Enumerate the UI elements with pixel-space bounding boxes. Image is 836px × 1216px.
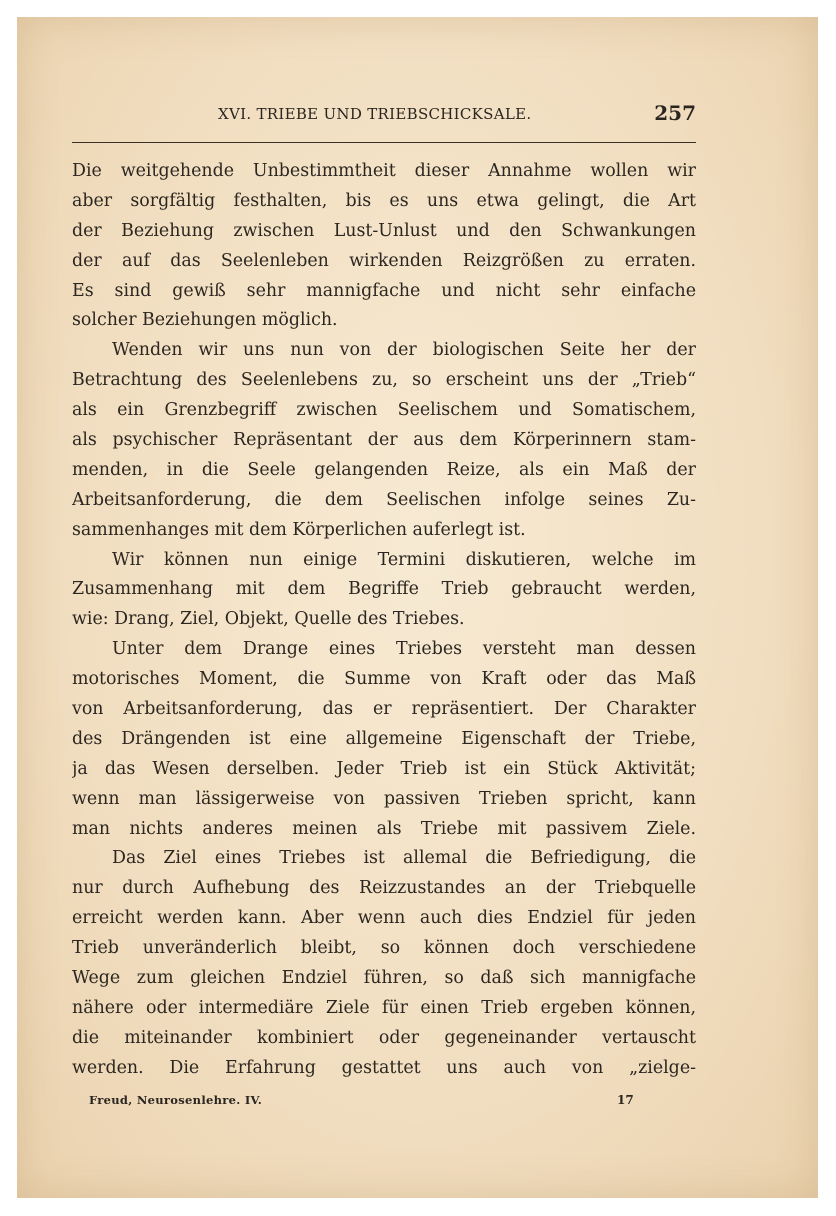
header-rule bbox=[72, 142, 696, 143]
text-line: sammenhanges mit dem Körperlichen auferlegt ist. bbox=[72, 519, 526, 540]
text-line: als psychischer Repräsentant der aus dem Körperinnern stam- bbox=[72, 430, 696, 451]
text-line: aber sorgfältig festhalten, bis es uns etwa gelingt, die Art bbox=[72, 190, 696, 211]
text-line: Wir können nun einige Termini diskutieren, welche im bbox=[112, 549, 696, 570]
text-line: nähere oder intermediäre Ziele für einen Trieb ergeben können, bbox=[72, 997, 696, 1018]
text-line: der auf das Seelenleben wirkenden Reizgrößen zu erraten. bbox=[72, 250, 696, 271]
text-line: ja das Wesen derselben. Jeder Trieb ist ein Stück Aktivität; bbox=[72, 758, 696, 779]
text-line: Zusammenhang mit dem Begriffe Trieb gebraucht werden, bbox=[72, 579, 696, 600]
text-line: die miteinander kombiniert oder gegeneinander vertauscht bbox=[72, 1027, 696, 1048]
text-line: Trieb unveränderlich bleibt, so können doch verschiedene bbox=[72, 938, 696, 959]
text-line: Wenden wir uns nun von der biologischen Seite her der bbox=[112, 340, 696, 361]
text-line: der Beziehung zwischen Lust-Unlust und den Schwankungen bbox=[72, 220, 696, 241]
text-line: als ein Grenzbegriff zwischen Seelischem und Somatischem, bbox=[72, 400, 696, 421]
text-line: nur durch Aufhebung des Reizzustandes an der Triebquelle bbox=[72, 878, 696, 899]
text-line: werden. Die Erfahrung gestattet uns auch von „zielge- bbox=[72, 1057, 696, 1078]
text-line: erreicht werden kann. Aber wenn auch dies Endziel für jeden bbox=[72, 908, 696, 929]
text-line: Arbeitsanforderung, die dem Seelischen infolge seines Zu- bbox=[72, 489, 696, 510]
page-header bbox=[72, 101, 696, 131]
text-line: motorisches Moment, die Summe von Kraft oder das Maß bbox=[72, 669, 696, 690]
page-number: 257 bbox=[654, 101, 696, 125]
running-title: XVI. TRIEBE UND TRIEBSCHICKSALE. bbox=[218, 105, 532, 123]
text-line: wie: Drang, Ziel, Objekt, Quelle des Triebes. bbox=[72, 609, 465, 630]
body-text bbox=[72, 157, 696, 1084]
text-line: man nichts anderes meinen als Triebe mit passivem Ziele. bbox=[72, 818, 696, 839]
sheet-number: 17 bbox=[617, 1093, 634, 1107]
signature-mark: Freud, Neurosenlehre. IV. bbox=[89, 1093, 263, 1107]
text-line: des Drängenden ist eine allgemeine Eigenschaft der Triebe, bbox=[72, 728, 696, 749]
book-page bbox=[17, 17, 818, 1198]
text-line: wenn man lässigerweise von passiven Trieben spricht, kann bbox=[72, 788, 696, 809]
text-line: solcher Beziehungen möglich. bbox=[72, 310, 338, 331]
text-line: Die weitgehende Unbestimmtheit dieser Annahme wollen wir bbox=[72, 161, 696, 181]
text-line: Unter dem Drange eines Triebes versteht man dessen bbox=[112, 639, 696, 660]
text-line: von Arbeitsanforderung, das er repräsentiert. Der Charakter bbox=[72, 699, 696, 720]
text-line: menden, in die Seele gelangenden Reize, als ein Maß der bbox=[72, 459, 696, 480]
text-line: Betrachtung des Seelenlebens zu, so erscheint uns der „Trieb“ bbox=[72, 370, 696, 391]
text-line: Es sind gewiß sehr mannigfache und nicht sehr einfache bbox=[72, 280, 696, 301]
text-line: Wege zum gleichen Endziel führen, so daß sich mannigfache bbox=[72, 968, 696, 989]
text-line: Das Ziel eines Triebes ist allemal die Befriedigung, die bbox=[112, 848, 696, 869]
